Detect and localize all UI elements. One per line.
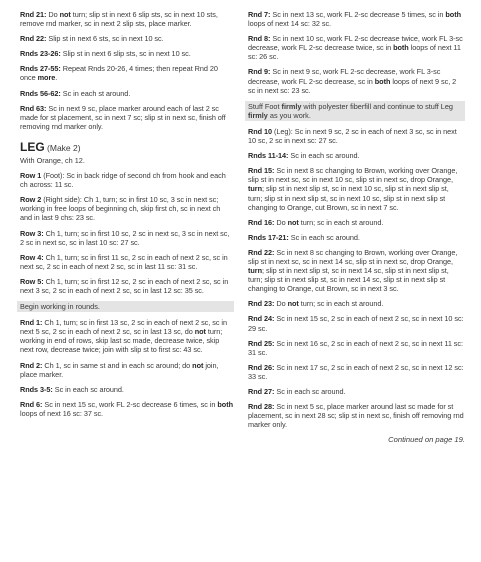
row-emphasis: both — [374, 76, 391, 86]
instruction-row — [20, 104, 234, 131]
row-emphasis: turn — [248, 184, 262, 194]
row-text: (Right side): Ch 1, turn; sc in first 10 sc, 3 sc in next sc; working in free loops of beginning ch, skip first ch, sc in next ch and in last 9 chs: 23 sc. — [20, 195, 221, 223]
instruction-row — [20, 64, 234, 82]
row-text: join, place marker. — [20, 360, 219, 379]
row-text: Sc in next 9 sc, work FL 2-sc decrease, work FL 3-sc decrease, work FL 2-sc decrease, sc in — [248, 67, 441, 86]
row-text: Ch 1, turn; sc in first 10 sc, 2 sc in next sc, 3 sc in next sc, 2 sc in next sc, sc in last 10 sc: 27 sc. — [20, 228, 230, 247]
instruction-row — [20, 34, 234, 43]
row-text: loops of next 16 sc: 37 sc. — [20, 408, 104, 418]
row-emphasis: turn — [248, 266, 262, 276]
row-emphasis: not — [192, 360, 204, 370]
instruction-row — [20, 171, 234, 189]
row-label: Rnd 2: — [20, 360, 43, 370]
instruction-row — [248, 248, 465, 293]
row-text: Sc in each sc around. — [288, 232, 360, 242]
row-label: Rnd 6: — [20, 399, 43, 409]
row-emphasis: not — [194, 327, 206, 337]
row-text: turn; working in end of rows, skip last sc made, decrease twice, skip next row, decrease twice; join with slip st to first sc: 43 sc. — [20, 327, 223, 355]
row-label: Row 3: — [20, 228, 44, 238]
row-label: Rnd 23: — [248, 299, 275, 309]
row-text: (Foot): Sc in back ridge of second ch from hook and each ch across: 11 sc. — [20, 171, 226, 190]
instruction-row — [20, 318, 234, 354]
row-emphasis: more — [37, 73, 56, 83]
continued-note: Continued on page 19. — [388, 435, 465, 445]
instruction-row — [248, 339, 465, 357]
row-label: Rnd 15: — [248, 166, 275, 176]
instruction-row — [20, 49, 234, 58]
instruction-row — [20, 361, 234, 379]
section-heading-note: (Make 2) — [44, 142, 81, 153]
row-text: (Leg): Sc in next 9 sc, 2 sc in each of next 3 sc, sc in next 10 sc, 2 sc in next sc: 27 sc. — [248, 126, 457, 146]
row-label: Rnd 26: — [248, 362, 275, 372]
instruction-band: Begin working in rounds. — [17, 301, 234, 312]
row-label: Rnd 16: — [248, 217, 275, 227]
row-label: Rnd 28: — [248, 402, 275, 412]
instruction-row — [248, 151, 465, 160]
row-label: Rnd 7: — [248, 10, 271, 19]
row-emphasis: not — [287, 217, 299, 227]
row-label: Rnd 1: — [20, 318, 43, 328]
row-text: Do — [274, 217, 288, 227]
row-label: Rnd 24: — [248, 314, 275, 324]
row-label: Rnds 11-14: — [248, 151, 289, 161]
row-label: Rnd 22: — [248, 247, 275, 257]
row-text: Sc in next 17 sc, 2 sc in each of next 2 sc, sc in next 12 sc: 33 sc. — [248, 362, 464, 381]
band-emphasis: firmly — [248, 110, 268, 120]
instruction-row — [248, 166, 465, 211]
row-text: Slip st in next 6 slip sts, sc in next 10 sc. — [60, 49, 191, 59]
row-text: ; slip st in next slip st, sc in next 14 sc, slip st in next slip st, turn; slip st in next slip st, sc in next 14 sc, slip st in next slip st changing to Orange, cut Brown, sc in next 3 sc. — [248, 266, 449, 294]
row-label: Rnds 17-21: — [248, 232, 289, 242]
row-text: turn; slip st in next 6 slip sts, sc in next 10 sts, remove rnd marker, sc in next 2 slip sts, place marker. — [20, 10, 218, 29]
row-text: Sc in each sc around. — [274, 387, 346, 396]
row-text: Ch 1, sc in same st and in each sc around; do — [42, 360, 193, 370]
row-text: loops of next 14 sc: 32 sc. — [248, 19, 332, 29]
row-text: Sc in next 16 sc, 2 sc in each of next 2 sc, sc in next 11 sc: 31 sc. — [248, 338, 463, 357]
row-text: Sc in next 9 sc, place marker around each of last 2 sc made for st placement, sc in next 7 sc; slip st in next sc, finish off removing rnd marker only. — [20, 103, 226, 131]
row-text: Sc in each sc around. — [288, 151, 360, 161]
row-text: Sc in next 13 sc, work FL 2-sc decrease 5 times, sc in — [270, 10, 446, 19]
row-label: Rnd 22: — [20, 34, 47, 44]
row-emphasis: both — [445, 10, 461, 19]
row-text: ; slip st in next slip st, sc in next 10 sc, slip st in next slip st, turn; slip st in next slip st, sc in next 10 sc, slip st in next slip st changing to Orange, cut Brown, sc in next 7 sc. — [248, 184, 449, 212]
instruction-row — [20, 89, 234, 98]
row-text: loops of next 9 sc, 2 sc in next sc: 23 sc. — [248, 76, 457, 95]
instruction-row — [248, 34, 465, 61]
row-label: Rnds 27-55: — [20, 64, 61, 74]
instruction-row — [248, 363, 465, 381]
instruction-row — [248, 127, 465, 145]
row-label: Row 1 — [20, 171, 42, 181]
instruction-row — [20, 195, 234, 222]
instruction-row — [20, 277, 234, 295]
row-text: Ch 1, turn; sc in first 12 sc, 2 sc in each of next 2 sc, sc in next 3 sc, 2 sc in each of next 2 sc, sc in last 12 sc: 35 sc. — [20, 276, 229, 295]
row-label: Row 4: — [20, 252, 44, 262]
row-emphasis: not — [59, 10, 71, 19]
row-text: Ch 1, turn; sc in first 13 sc, 2 sc in each of next 2 sc, sc in next 5 sc, 2 sc in each of next 2 sc, sc in last 13 sc, do — [20, 318, 227, 337]
instruction-row — [248, 218, 465, 227]
row-label: Rnd 10 — [248, 126, 273, 136]
instruction-row — [20, 385, 234, 394]
row-text: turn; sc in each st around. — [298, 217, 384, 227]
row-text: Sc in each sc around. — [52, 384, 124, 394]
row-label: Rnds 23-26: — [20, 49, 61, 59]
row-text: Sc in next 8 sc changing to Brown, working over Orange, slip st in next sc, sc in next 14 sc, slip st in next sc, drop Orange, — [248, 247, 458, 266]
section-heading-text: LEG — [20, 139, 45, 154]
row-text: Slip st in next 6 sts, sc in next 10 sc. — [46, 34, 164, 44]
row-text: Do — [274, 299, 288, 309]
instruction-row — [20, 400, 234, 418]
row-label: Row 2 — [20, 195, 42, 205]
instruction-row — [248, 402, 465, 429]
row-text: Sc in next 15 sc, 2 sc in each of next 2 sc, sc in next 10 sc: 29 sc. — [248, 314, 464, 333]
row-text: Sc in next 15 sc, work FL 2-sc decrease 6 times, sc in — [42, 399, 218, 409]
row-label: Row 5: — [20, 276, 44, 286]
row-text: Sc in each st around. — [60, 88, 131, 98]
row-text: . — [55, 73, 58, 83]
row-text: loops of next 11 sc: 26 sc. — [248, 43, 461, 62]
instruction-row — [248, 10, 465, 28]
row-text: Sc in next 10 sc, work FL 2-sc decrease twice, work FL 3-sc decrease, work FL 2-sc decrease twice, sc in — [248, 34, 463, 53]
row-label: Rnds 3-5: — [20, 384, 53, 394]
section-subtext: With Orange, ch 12. — [20, 155, 85, 165]
row-label: Rnd 21: — [20, 10, 47, 19]
row-label: Rnd 8: — [248, 34, 271, 44]
row-label: Rnd 9: — [248, 67, 271, 77]
instruction-row — [248, 299, 465, 308]
left-column — [20, 10, 234, 562]
row-text: Sc in next 5 sc, place marker around last sc made for st placement, sc in next 28 sc; slip st in next sc, finish off removing rnd marker only. — [248, 402, 464, 430]
row-emphasis: not — [287, 299, 299, 309]
row-text: turn; sc in each st around. — [298, 299, 384, 309]
band-text: Stuff Foot — [248, 101, 282, 111]
row-label: Rnds 56-62: — [20, 88, 61, 98]
instruction-row — [248, 233, 465, 242]
instruction-row — [248, 387, 465, 396]
row-label: Rnd 63: — [20, 103, 47, 113]
row-text: Sc in next 8 sc changing to Brown, working over Orange, slip st in next sc, sc in next 10 sc, slip st in next sc, drop Orange, — [248, 166, 458, 185]
row-emphasis: both — [393, 43, 409, 53]
row-text: Repeat Rnds 20-26, 4 times; then repeat Rnd 20 once — [20, 64, 218, 83]
instruction-row — [20, 229, 234, 247]
instruction-row — [20, 253, 234, 271]
row-emphasis: both — [217, 399, 233, 409]
right-column — [248, 10, 465, 562]
section-heading-leg — [20, 141, 234, 155]
row-text: Ch 1, turn; sc in first 11 sc, 2 sc in each of next 2 sc, sc in next sc, 2 sc in each of next 2 sc, sc in last 11 sc: 31 sc. — [20, 252, 228, 271]
row-label: Rnd 25: — [248, 338, 275, 348]
instruction-row — [20, 10, 234, 28]
band-emphasis: firmly — [281, 101, 302, 111]
instruction-row — [248, 314, 465, 332]
row-text: Do — [46, 10, 60, 19]
row-label: Rnd 27: — [248, 387, 275, 396]
band-text: as you work. — [267, 110, 311, 120]
stuffing-note-band — [245, 101, 465, 121]
instruction-row — [248, 67, 465, 94]
band-text: with polyester fiberfill and continue to stuff Leg — [301, 101, 453, 111]
